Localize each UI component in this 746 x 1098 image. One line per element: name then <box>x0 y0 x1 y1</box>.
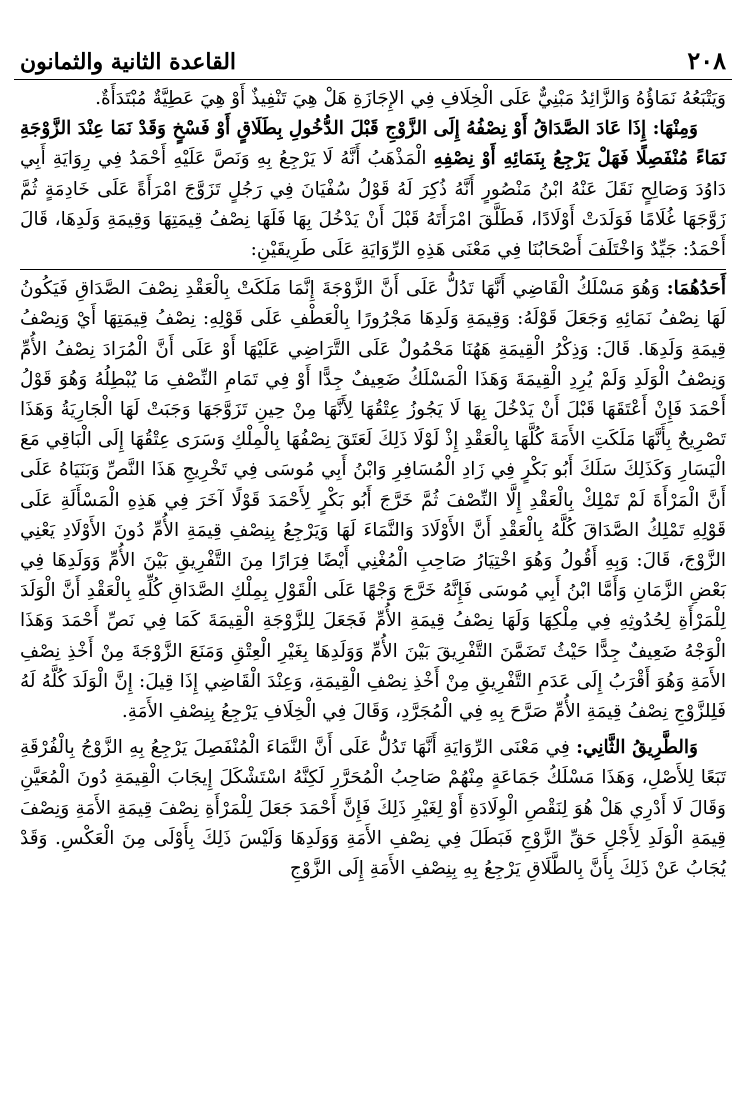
paragraph-text: وَيَتْبَعُهُ نَمَاؤُهُ وَالزَّائِدُ مَبْنِيٌّ عَلَى الْخِلَافِ فِي الإِجَازَةِ هَلْ هِيَ تَنْفِيذٌ أَوْ هِيَ عَطِيَّةٌ مُبْتَدَأَةٌ. <box>95 88 726 109</box>
paragraph <box>20 274 726 727</box>
paragraph-text: فِي مَعْنَى الرِّوَايَةِ أَنَّهَا تَدُلُّ عَلَى أَنَّ النَّمَاءَ الْمُنْفَصِلَ يَرْجِعُ بِهِ الزَّوْجُ بِالْفُرْقَةِ تَبَعًا لِلأَصْلِ، وَهَذَا مَسْلَكُ جَمَاعَةٍ مِنْهُمْ صَاحِبُ الْمُحَرَّرِ لَكِنَّهُ اسْتَشْكَلَ إِيجَابَ الْقِيمَةِ دُونَ الْمُعَيَّنِ وَقَالَ لَا أَدْرِي هَلْ هُوَ لِنَقْصِ الْوِلَادَةِ أَوْ لِغَيْرِ ذَلِكَ فَإِنَّ أَحْمَدَ جَعَلَ لِلْمَرْأَةِ نِصْفَ قِيمَةِ الأَمَةِ وَنِصْفَ قِيمَةِ الْوَلَدِ لِأَجْلِ حَقِّ الزَّوْجِ فَبَطَلَ فِي نِصْفِ الأَمَةِ وَوَلَدِهَا وَلَيْسَ ذَلِكَ بِأَوْلَى مِنَ الْعَكْسِ. وَقَدْ يُجَابُ عَنْ ذَلِكَ بِأَنَّ بِالطَّلَاقِ يَرْجِعُ بِهِ بِنِصْفِ الأَمَةِ إِلَى الزَّوْجِ <box>20 737 726 880</box>
page-number: ٢٠٨ <box>687 46 726 75</box>
chapter-title: القاعدة الثانية والثمانون <box>20 49 237 75</box>
paragraph <box>20 114 726 265</box>
document-page <box>14 36 732 1086</box>
body-text <box>14 80 732 884</box>
divider <box>20 269 726 270</box>
page-header <box>14 36 732 80</box>
paragraph-text: وَهُوَ مَسْلَكُ الْقَاضِي أَنَّهَا تَدُلُّ عَلَى أَنَّ الزَّوْجَةَ إِنَّمَا مَلَكَتْ بِالْعَقْدِ نِصْفَ الصَّدَاقِ فَيَكُونُ لَهَا نِصْفُ نَمَائِهِ وَجَعَلَ قَوْلَهُ: وَقِيمَةِ وَلَدِهَا مَجْرُورًا بِالْعَطْفِ عَلَى قَوْلِهِ: نِصْفُ قِيمَتِهَا أَيْ وَنِصْفُ قِيمَةِ وَلَدِهَا. قَالَ: وَذِكْرُ الْقِيمَةِ هَهُنَا مَحْمُولٌ عَلَى التَّرَاضِي عَلَيْهَا أَوْ عَلَى أَنَّ الْمُرَادَ نِصْفُ الأُمِّ وَنِصْفُ الْوَلَدِ وَلَمْ يُرِدِ الْقِيمَةَ وَهَذَا الْمَسْلَكُ ضَعِيفٌ جِدًّا أَوْ فِي تَمَامِ النِّصْفِ مَا يُبْطِلُهُ وَهُوَ قَوْلُ أَحْمَدَ فَإِنْ أَعْتَقَهَا قَبْلَ أَنْ يَدْخُلَ بِهَا لَا يَجُوزُ عِتْقُهَا لِأَنَّهَا مِنْ حِينِ تَزَوَّجَهَا وَجَبَتْ لَهَا الْجَارِيَةُ وَهَذَا تَصْرِيحٌ بِأَنَّهَا مَلَكَتِ الأَمَةَ كُلَّهَا بِالْعَقْدِ إِذْ لَوْلَا ذَلِكَ لَعَتَقَ نِصْفُهَا بِالْمِلْكِ وَسَرَى عِتْقُهَا إِلَى الْبَاقِي مَعَ الْيَسَارِ وَكَذَلِكَ سَلَكَ أَبُو بَكْرٍ فِي زَادِ الْمُسَافِرِ وَابْنُ أَبِي مُوسَى فِي تَخْرِيجِ هَذَا النَّصِّ وَبَنَيَاهُ عَلَى أَنَّ الْمَرْأَةَ لَمْ تَمْلِكْ بِالْعَقْدِ إِلَّا النِّصْفَ ثُمَّ خَرَّجَ أَبُو بَكْرٍ لِأَحْمَدَ قَوْلًا آخَرَ فِي هَذِهِ الْمَسْأَلَةِ عَلَى قَوْلِهِ تَمْلِكُ الصَّدَاقَ كُلَّهُ بِالْعَقْدِ أَنَّ الأَوْلَادَ وَالنَّمَاءَ لَهَا وَيَرْجِعُ بِنِصْفِ قِيمَةِ الأُمِّ دُونَ الأَوْلَادِ يَعْنِي الزَّوْجَ، قَالَ: وَبِهِ أَقُولُ وَهُوَ اخْتِيَارُ صَاحِبِ الْمُغْنِي أَيْضًا فِرَارًا مِنَ التَّفْرِيقِ بَيْنَ الأُمِّ وَوَلَدِهَا فِي بَعْضِ الزَّمَانِ وَأَمَّا ابْنُ أَبِي مُوسَى فَإِنَّهُ خَرَّجَ وَجْهًا عَلَى الْقَوْلِ بِمِلْكِ الصَّدَاقِ كُلِّهِ بِالْعَقْدِ أَنَّ الْوَلَدَ لِلْمَرْأَةِ لِحُدُوثِهِ فِي مِلْكِهَا وَلَهَا نِصْفُ قِيمَةِ الأُمِّ فَجَعَلَ لِلزَّوْجَةِ الْقِيمَةَ كَمَا فِي نَصِّ أَحْمَدَ وَهَذَا الْوَجْهُ ضَعِيفٌ جِدًّا حَيْثُ تَضَمَّنَ التَّفْرِيقَ بَيْنَ الأُمِّ وَوَلَدِهَا بِغَيْرِ الْعِتْقِ وَمَنَعَ الزَّوْجَةَ مِنْ أَخْذِ نِصْفِ الأَمَةِ وَهُوَ أَقْرَبُ إِلَى عَدَمِ التَّفْرِيقِ مِنْ أَخْذِ نِصْفِ الْقِيمَةِ، وَعِنْدَ الْقَاضِي إِذَا قِيلَ: إِنَّ الْوَلَدَ كُلَّهُ لَهُ فَلِلزَّوْجِ نِصْفُ قِيمَةِ الأُمِّ صَرَّحَ بِهِ فِي الْمُجَرَّدِ، وَقَالَ فِي الْخِلَافِ يَرْجِعُ بِنِصْفِ الأَمَةِ. <box>20 278 726 723</box>
paragraph-lead: أَحَدُهُمَا: <box>666 278 726 300</box>
paragraph <box>20 84 726 114</box>
paragraph-text: الْمَذْهَبُ أَنَّهُ لَا يَرْجِعُ بِهِ وَنَصَّ عَلَيْهِ أَحْمَدُ فِي رِوَايَةِ أَبِي دَاوُدَ وَصَالِحٍ نَقَلَ عَنْهُ ابْنُ مَنْصُورٍ أَنَّهُ ذُكِرَ لَهُ قَوْلُ سُفْيَانَ فِي رَجُلٍ تَزَوَّجَ امْرَأَةً عَلَى خَادِمَةٍ ثُمَّ زَوَّجَهَا غُلَامًا فَوَلَدَتْ أَوْلَادًا، فَطَلَّقَ امْرَأَتَهُ قَبْلَ أَنْ يَدْخُلَ بِهَا فَلَهَا نِصْفُ قِيمَتِهَا وَقِيمَةِ وَلَدِهَا، قَالَ أَحْمَدُ: جَيِّدٌ وَاخْتَلَفَ أَصْحَابُنَا فِي مَعْنَى هَذِهِ الرِّوَايَةِ عَلَى طَرِيقَيْنِ: <box>20 148 726 261</box>
paragraph-lead: وَالطَّرِيقُ الثَّانِي: <box>576 737 698 759</box>
paragraph-lead: وَمِنْهَا: إِذَا عَادَ الصَّدَاقُ أَوْ نِصْفُهُ إِلَى الزَّوْجِ قَبْلَ الدُّخُولِ بِطَلَاقٍ أَوْ فَسْخٍ وَقَدْ نَمَا عِنْدَ الزَّوْجَةِ نَمَاءً مُنْفَصِلًا فَهَلْ يَرْجِعُ بِنَمَائِهِ أَوْ نِصْفِهِ <box>20 118 726 170</box>
paragraph <box>20 733 726 884</box>
